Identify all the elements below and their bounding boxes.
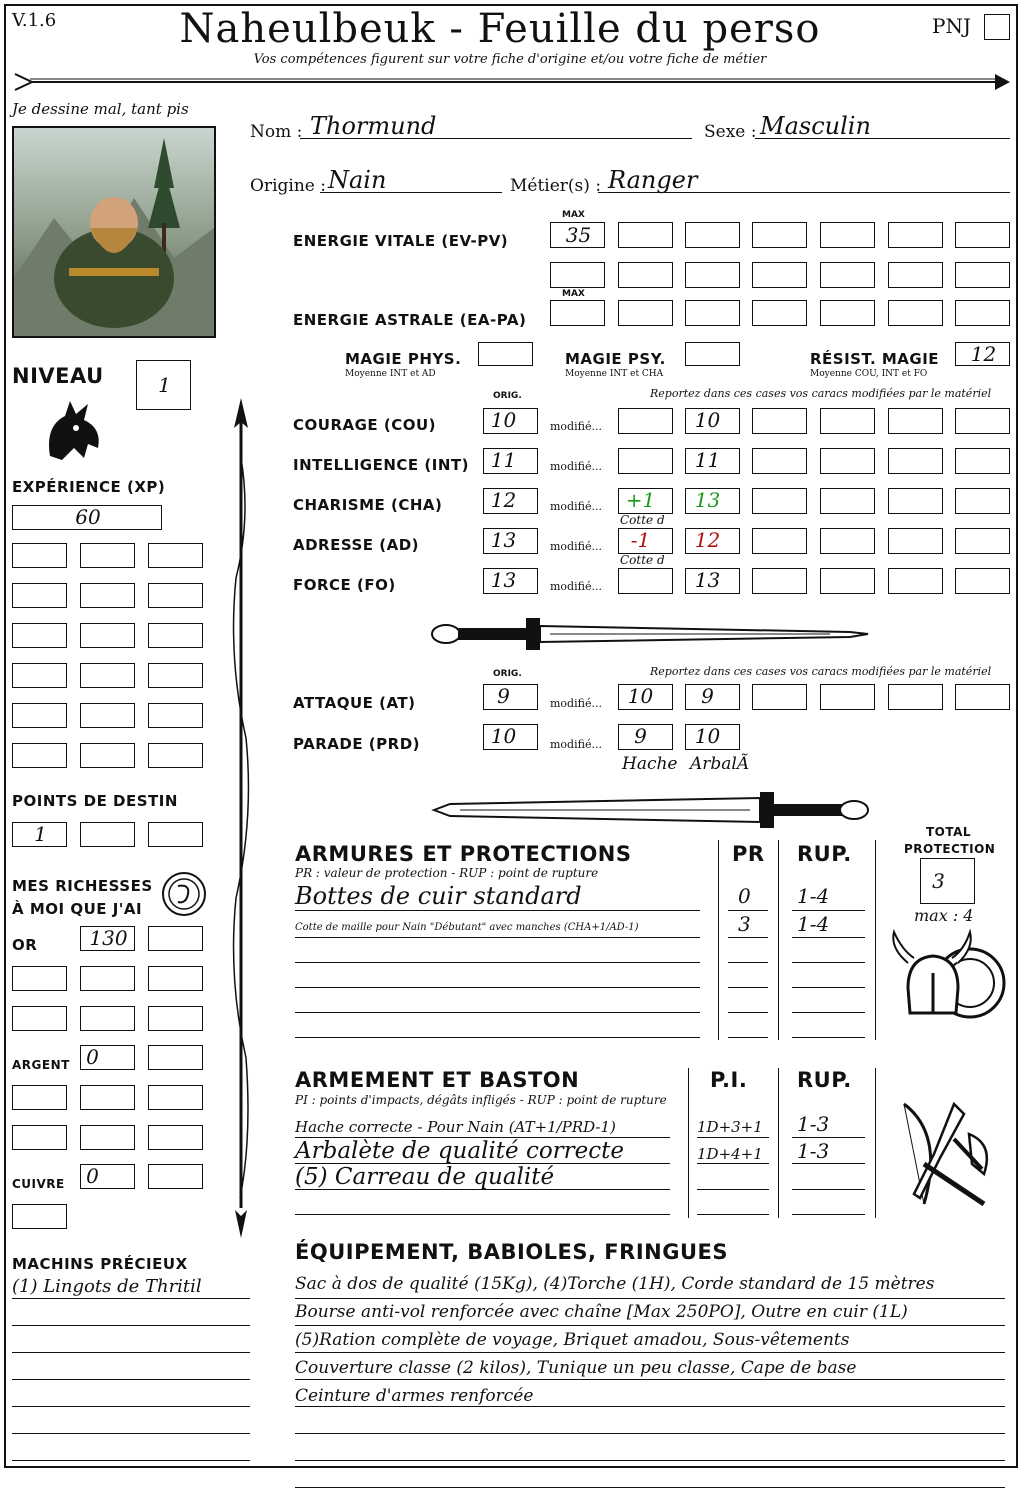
arme-name-2[interactable]: Arbalète de qualité correcte (295, 1138, 625, 1164)
armure-rup-2[interactable]: 1-4 (797, 912, 830, 936)
equipement-line (295, 1379, 1005, 1380)
niveau-label: NIVEAU (12, 364, 104, 388)
arme-pi-2[interactable]: 1D+4+1 (697, 1145, 763, 1163)
xp-box-3[interactable] (148, 543, 203, 568)
ev-box-row2-3[interactable] (685, 262, 740, 288)
weapon-note-2: ArbalÃ (690, 754, 750, 774)
equipement-line-1[interactable]: Sac à dos de qualité (15Kg), (4)Torche (1H), Corde standard de 15 mètres (295, 1274, 935, 1294)
armure-name-1[interactable]: Bottes de cuir standard (295, 882, 582, 910)
xp-box-8[interactable] (80, 623, 135, 648)
riches-box-0-2[interactable] (148, 966, 203, 991)
max-protection-note: max : 4 (914, 906, 974, 925)
stat-modifie-label: modifié... (550, 460, 602, 473)
xp-box-5[interactable] (80, 583, 135, 608)
prd-label: PARADE (PRD) (293, 735, 421, 753)
machins-line (12, 1433, 250, 1434)
xp-box-16[interactable] (12, 743, 67, 768)
riches-box-0-1[interactable] (80, 966, 135, 991)
destin-box-2[interactable] (80, 822, 135, 847)
armures-title: ARMURES ET PROTECTIONS (295, 842, 632, 866)
weapons-icon (884, 1094, 1004, 1214)
stat-mod-note: Cotte d (620, 553, 665, 567)
at-modifie-label: modifié... (550, 697, 602, 710)
armure-rup-line (792, 1012, 865, 1013)
equipement-line (295, 1352, 1005, 1353)
equipement-line-2[interactable]: Bourse anti-vol renforcée avec chaîne [Max 250PO], Outre en cuir (1L) (295, 1302, 908, 1322)
stat-c1-value: 13 (694, 488, 721, 512)
report-note: Reportez dans ces cases vos caracs modifiées par le matériel (650, 387, 992, 400)
ev-max-box[interactable]: 35 (550, 222, 605, 248)
stat-extra-box[interactable] (752, 528, 807, 554)
xp-box-12[interactable] (148, 663, 203, 688)
magie-psy-note: Moyenne INT et CHA (565, 369, 664, 379)
portrait-image (12, 126, 216, 338)
ea-max-label: MAX (562, 289, 585, 299)
riches-box-3-2[interactable] (148, 1125, 203, 1150)
ev-box-row2-1[interactable] (550, 262, 605, 288)
origine-value[interactable]: Nain (328, 166, 387, 194)
xp-box-6[interactable] (148, 583, 203, 608)
arme-line (295, 1189, 670, 1190)
origine-label: Origine : (250, 176, 326, 196)
prd-c1-box[interactable]: 10 (685, 724, 740, 750)
sexe-value[interactable]: Masculin (760, 112, 871, 140)
stat-extra-box[interactable] (955, 488, 1010, 514)
armure-line (295, 910, 700, 911)
ea-box-4[interactable] (820, 300, 875, 326)
combat-extra-box[interactable] (820, 684, 875, 710)
armure-rup-line (792, 962, 865, 963)
coin-icon (160, 870, 208, 918)
equipement-line-3[interactable]: (5)Ration complète de voyage, Briquet amadou, Sous-vêtements (295, 1330, 850, 1350)
ea-label: ENERGIE ASTRALE (EA-PA) (293, 311, 527, 329)
armure-rup-line (792, 1037, 865, 1038)
stat-orig-box-2[interactable] (483, 448, 538, 474)
ea-box-6[interactable] (955, 300, 1010, 326)
stat-orig-box-5[interactable] (483, 568, 538, 594)
or-label: OR (12, 936, 38, 954)
equipement-line (295, 1460, 1005, 1461)
xp-box-4[interactable] (12, 583, 67, 608)
armure-pr-line (728, 910, 768, 911)
prd-orig-box[interactable]: 10 (483, 724, 538, 750)
ea-box-1[interactable] (618, 300, 673, 326)
stat-label-2: INTELLIGENCE (INT) (293, 456, 469, 474)
stat-orig-box-4[interactable] (483, 528, 538, 554)
ev-box-1[interactable] (618, 222, 673, 248)
armure-pr-line (728, 962, 768, 963)
arme-rup-2[interactable]: 1-3 (797, 1139, 830, 1163)
xp-box-11[interactable] (80, 663, 135, 688)
stat-extra-box[interactable] (820, 488, 875, 514)
nom-value[interactable]: Thormund (310, 112, 437, 140)
helmet-shield-icon (888, 928, 1008, 1028)
stat-label-4: ADRESSE (AD) (293, 536, 420, 554)
arme-rup-line (792, 1137, 865, 1138)
stat-modifie-label: modifié... (550, 580, 602, 593)
total-label-1: TOTAL (926, 825, 972, 839)
ea-box-3[interactable] (752, 300, 807, 326)
armure-rup-line (792, 910, 865, 911)
equipement-line (295, 1298, 1005, 1299)
machins-line (12, 1298, 250, 1299)
riches-box-1-2[interactable] (148, 1006, 203, 1031)
arme-pi-line (697, 1163, 769, 1164)
xp-label: EXPÉRIENCE (XP) (12, 478, 166, 496)
armement-rup-header: RUP. (797, 1068, 852, 1092)
stat-c1-value: 13 (694, 568, 721, 592)
riches-box-3-1[interactable] (80, 1125, 135, 1150)
header-arrow-divider (10, 70, 1014, 94)
page-title: Naheulbeuk - Feuille du perso (179, 6, 821, 52)
riches-box-2-0[interactable] (12, 1085, 67, 1110)
ev-box-4[interactable] (820, 222, 875, 248)
arme-rup-line (792, 1189, 865, 1190)
stat-extra-box[interactable] (752, 448, 807, 474)
machins-label: MACHINS PRÉCIEUX (12, 1255, 188, 1273)
combat-report-note: Reportez dans ces cases vos caracs modifiées par le matériel (650, 665, 992, 678)
stat-orig-box-3[interactable] (483, 488, 538, 514)
stat-modifie-label: modifié... (550, 540, 602, 553)
stat-orig-value: 13 (490, 568, 517, 592)
armure-line (295, 962, 700, 963)
arme-pi-1[interactable]: 1D+3+1 (697, 1118, 763, 1136)
armure-pr-line (728, 1037, 768, 1038)
xp-box-7[interactable] (12, 623, 67, 648)
stat-extra-box[interactable] (888, 568, 943, 594)
ev-box-3[interactable] (752, 222, 807, 248)
xp-box-13[interactable] (12, 703, 67, 728)
stat-extra-box[interactable] (752, 408, 807, 434)
stat-mod-note: Cotte d (620, 513, 665, 527)
riches-box-2-1[interactable] (80, 1085, 135, 1110)
ev-box-row2-6[interactable] (888, 262, 943, 288)
equipement-line (295, 1406, 1005, 1407)
stat-mod-box-5[interactable] (618, 568, 673, 594)
sword-icon-2 (430, 788, 870, 832)
arme-line (295, 1137, 670, 1138)
stat-extra-box[interactable] (888, 528, 943, 554)
resist-magie-label: RÉSIST. MAGIE (810, 350, 940, 368)
argent-box-2[interactable] (148, 1045, 203, 1070)
equipement-line (295, 1325, 1005, 1326)
stat-extra-box[interactable] (820, 528, 875, 554)
prd-mod-box[interactable]: 9 (618, 724, 673, 750)
pnj-checkbox[interactable] (984, 14, 1010, 40)
nom-label: Nom : (250, 122, 303, 142)
xp-box-15[interactable] (148, 703, 203, 728)
sword-icon-1 (430, 612, 870, 656)
dragon-icon (40, 396, 106, 464)
combat-extra-box[interactable] (888, 684, 943, 710)
stat-mod-value: +1 (625, 488, 656, 512)
resist-magie-box[interactable]: 12 (955, 342, 1010, 366)
riches-box-1-1[interactable] (80, 1006, 135, 1031)
stat-c1-box-2[interactable] (685, 448, 740, 474)
arme-pi-line (697, 1214, 769, 1215)
stat-extra-box[interactable] (820, 408, 875, 434)
armure-rup-line (792, 987, 865, 988)
xp-box-10[interactable] (12, 663, 67, 688)
cuivre-extra-0[interactable] (12, 1204, 67, 1229)
stat-modifie-label: modifié... (550, 420, 602, 433)
arme-rup-line (792, 1163, 865, 1164)
machins-item-1[interactable]: (1) Lingots de Thritil (12, 1276, 202, 1297)
stat-extra-box[interactable] (888, 448, 943, 474)
riches-box-0-0[interactable] (12, 966, 67, 991)
cuivre-box-2[interactable] (148, 1164, 203, 1189)
stat-mod-box-1[interactable] (618, 408, 673, 434)
xp-box[interactable]: 60 (12, 505, 162, 530)
machins-line (12, 1325, 250, 1326)
richesses-label-2: À MOI QUE J'AI (12, 900, 143, 918)
ev-label: ENERGIE VITALE (EV-PV) (293, 232, 509, 250)
arme-name-1[interactable]: Hache correcte - Pour Nain (AT+1/PRD-1) (295, 1118, 616, 1136)
stat-modifie-label: modifié... (550, 500, 602, 513)
metier-value[interactable]: Ranger (608, 166, 698, 194)
xp-box-18[interactable] (148, 743, 203, 768)
stat-c1-box-5[interactable] (685, 568, 740, 594)
armement-title: ARMEMENT ET BASTON (295, 1068, 580, 1092)
armure-rup-1[interactable]: 1-4 (797, 884, 830, 908)
equipement-line-5[interactable]: Ceinture d'armes renforcée (295, 1386, 534, 1406)
pi-header: P.I. (710, 1068, 748, 1092)
pr-header: PR (732, 842, 765, 866)
armement-note: PI : points d'impacts, dégâts infligés - RUP : point de rupture (295, 1093, 667, 1107)
magie-phys-box[interactable] (478, 342, 533, 366)
stat-label-5: FORCE (FO) (293, 576, 396, 594)
stat-extra-box[interactable] (820, 448, 875, 474)
magie-phys-label: MAGIE PHYS. (345, 350, 462, 368)
at-label: ATTAQUE (AT) (293, 694, 416, 712)
pnj-label: PNJ (932, 14, 971, 38)
cuivre-box[interactable]: 0 (80, 1164, 135, 1189)
xp-box-2[interactable] (80, 543, 135, 568)
machins-line (12, 1352, 250, 1353)
stat-mod-box-4[interactable] (618, 528, 673, 554)
stat-extra-box[interactable] (820, 568, 875, 594)
stat-mod-value: -1 (630, 528, 651, 552)
total-protection-box[interactable]: 3 (920, 858, 975, 904)
at-mod-box[interactable]: 10 (618, 684, 673, 710)
ev-box-row2-5[interactable] (820, 262, 875, 288)
or-box[interactable]: 130 (80, 926, 135, 951)
version-label: V.1.6 (12, 10, 57, 31)
stat-label-1: COURAGE (COU) (293, 416, 437, 434)
combat-orig-label: ORIG. (493, 669, 522, 679)
stat-extra-box[interactable] (752, 488, 807, 514)
armure-pr-line (728, 987, 768, 988)
arme-line (295, 1163, 670, 1164)
xp-box-14[interactable] (80, 703, 135, 728)
portrait-caption: Je dessine mal, tant pis (12, 100, 189, 118)
metier-label: Métier(s) : (510, 176, 602, 196)
stat-orig-value: 10 (490, 408, 517, 432)
ev-box-row2-4[interactable] (752, 262, 807, 288)
at-orig-box[interactable]: 9 (483, 684, 538, 710)
armure-pr-line (728, 937, 768, 938)
ev-box-row2-7[interactable] (955, 262, 1010, 288)
arme-pi-line (697, 1189, 769, 1190)
or-box-2[interactable] (148, 926, 203, 951)
armure-pr-1[interactable]: 0 (738, 884, 751, 908)
argent-label: ARGENT (12, 1058, 70, 1072)
ev-box-6[interactable] (955, 222, 1010, 248)
ev-box-row2-2[interactable] (618, 262, 673, 288)
machins-line (12, 1379, 250, 1380)
stat-c1-box-4[interactable] (685, 528, 740, 554)
stat-c1-box-1[interactable] (685, 408, 740, 434)
stat-c1-value: 10 (694, 408, 721, 432)
argent-box[interactable]: 0 (80, 1045, 135, 1070)
ev-max-label: MAX (562, 210, 585, 220)
combat-extra-box[interactable] (955, 684, 1010, 710)
sexe-label: Sexe : (704, 122, 757, 142)
destin-box-3[interactable] (148, 822, 203, 847)
armure-pr-2[interactable]: 3 (738, 912, 751, 936)
prd-modifie-label: modifié... (550, 738, 602, 751)
stat-orig-value: 13 (490, 528, 517, 552)
stat-extra-box[interactable] (955, 408, 1010, 434)
stat-mod-box-3[interactable] (618, 488, 673, 514)
arme-line (295, 1214, 670, 1215)
at-c1-box[interactable]: 9 (685, 684, 740, 710)
niveau-box[interactable]: 1 (136, 360, 191, 410)
xp-box-17[interactable] (80, 743, 135, 768)
stat-extra-box[interactable] (955, 528, 1010, 554)
magie-phys-note: Moyenne INT et AD (345, 369, 436, 379)
stat-orig-value: 12 (490, 488, 517, 512)
stat-c1-value: 12 (694, 528, 721, 552)
total-label-2: PROTECTION (904, 842, 996, 856)
xp-box-9[interactable] (148, 623, 203, 648)
stat-orig-value: 11 (490, 448, 517, 472)
destin-label: POINTS DE DESTIN (12, 792, 178, 810)
combat-extra-box[interactable] (752, 684, 807, 710)
arme-rup-line (792, 1214, 865, 1215)
stat-extra-box[interactable] (955, 568, 1010, 594)
armure-line (295, 937, 700, 938)
magie-psy-label: MAGIE PSY. (565, 350, 666, 368)
page-subtitle: Vos compétences figurent sur votre fiche d'origine et/ou votre fiche de métier (253, 52, 767, 67)
machins-line (12, 1460, 250, 1461)
armure-line (295, 1012, 700, 1013)
stat-extra-box[interactable] (955, 448, 1010, 474)
stat-extra-box[interactable] (752, 568, 807, 594)
armure-line (295, 1037, 700, 1038)
ev-box-2[interactable] (685, 222, 740, 248)
xp-box-1[interactable] (12, 543, 67, 568)
armure-rup-line (792, 937, 865, 938)
richesses-label-1: MES RICHESSES (12, 877, 153, 895)
stat-extra-box[interactable] (888, 408, 943, 434)
riches-box-1-0[interactable] (12, 1006, 67, 1031)
equipement-line-4[interactable]: Couverture classe (2 kilos), Tunique un peu classe, Cape de base (295, 1358, 857, 1378)
ea-max-box[interactable] (550, 300, 605, 326)
stat-c1-value: 11 (694, 448, 721, 472)
riches-box-2-2[interactable] (148, 1085, 203, 1110)
ea-box-5[interactable] (888, 300, 943, 326)
armures-note: PR : valeur de protection - RUP : point de rupture (295, 866, 599, 880)
spear-divider (226, 398, 256, 1238)
cuivre-label: CUIVRE (12, 1177, 65, 1191)
riches-box-3-0[interactable] (12, 1125, 67, 1150)
stat-label-3: CHARISME (CHA) (293, 496, 443, 514)
armure-pr-line (728, 1012, 768, 1013)
stat-c1-box-3[interactable] (685, 488, 740, 514)
arme-pi-line (697, 1137, 769, 1138)
destin-box-1[interactable]: 1 (12, 822, 67, 847)
armure-name-2[interactable]: Cotte de maille pour Nain "Débutant" avec manches (CHA+1/AD-1) (295, 922, 639, 933)
resist-magie-note: Moyenne COU, INT et FO (810, 369, 928, 379)
arme-name-3[interactable]: (5) Carreau de qualité (295, 1164, 555, 1190)
equipement-line (295, 1433, 1005, 1434)
equipement-title: ÉQUIPEMENT, BABIOLES, FRINGUES (295, 1240, 728, 1264)
ev-box-5[interactable] (888, 222, 943, 248)
arme-rup-1[interactable]: 1-3 (797, 1112, 830, 1136)
stat-orig-box-1[interactable] (483, 408, 538, 434)
armure-line (295, 987, 700, 988)
orig-label: ORIG. (493, 391, 522, 401)
ea-box-2[interactable] (685, 300, 740, 326)
weapon-note-1: Hache (622, 754, 678, 774)
stat-extra-box[interactable] (888, 488, 943, 514)
machins-line (12, 1406, 250, 1407)
stat-mod-box-2[interactable] (618, 448, 673, 474)
armures-rup-header: RUP. (797, 842, 852, 866)
magie-psy-box[interactable] (685, 342, 740, 366)
